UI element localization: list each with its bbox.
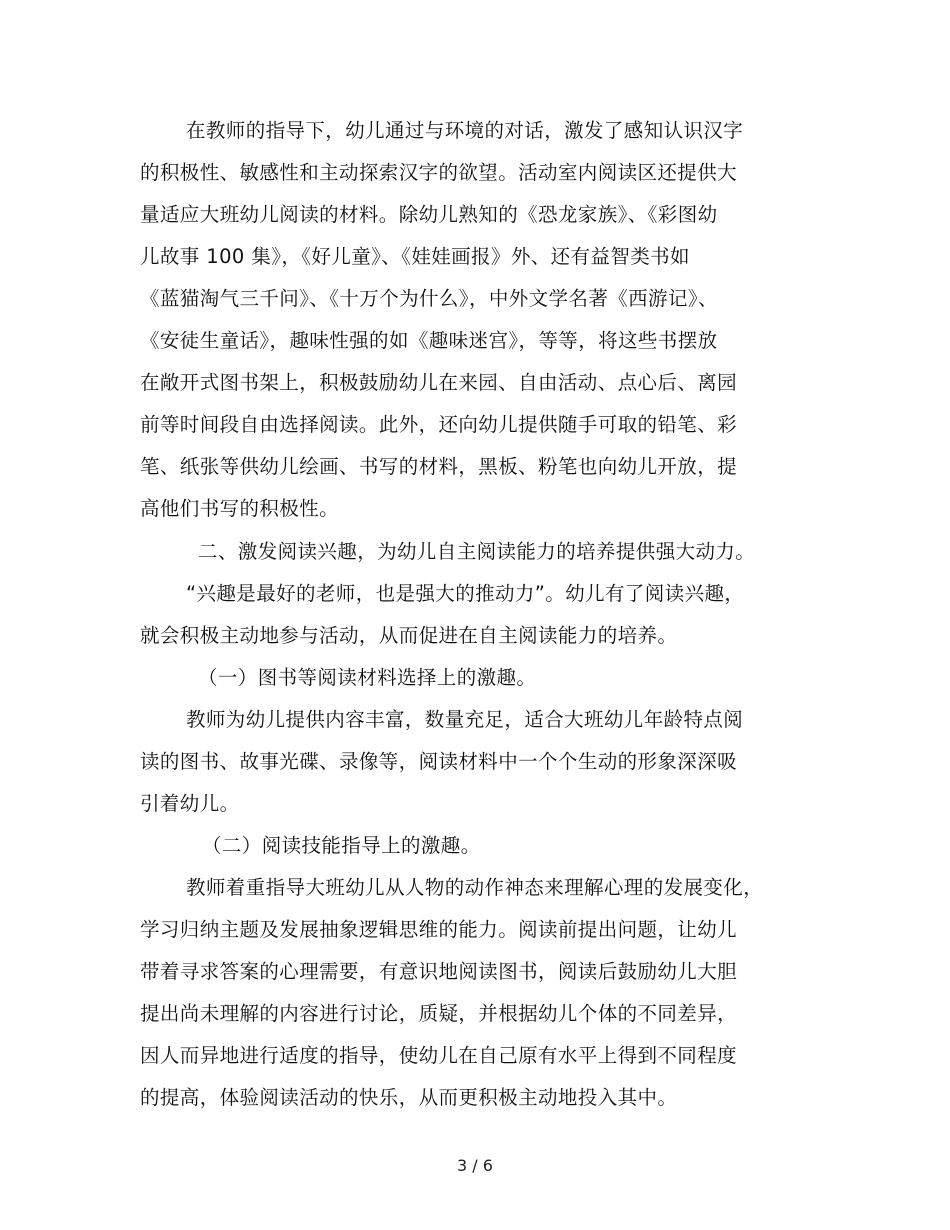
text-line: 就会积极主动地参与活动，从而促进在自主阅读能力的培养。 (140, 624, 678, 647)
subsection-heading: （二）阅读技能指导上的激趣。 (202, 834, 481, 857)
text-line: 儿故事 100 集》，《好儿童》、《娃娃画报》外、还有益智类书如 (140, 245, 690, 268)
text-line: 带着寻求答案的心理需要，有意识地阅读图书，阅读后鼓励幼儿大胆 (140, 960, 738, 983)
text-line: 教师着重指导大班幼儿从人物的动作神态来理解心理的发展变化， (186, 876, 764, 899)
text-line: 引着幼儿。 (140, 792, 240, 815)
text-line: 高他们书写的积极性。 (140, 497, 340, 520)
text-line: 提出尚未理解的内容进行讨论，质疑，并根据幼儿个体的不同差异， (140, 1002, 738, 1025)
text-line: 《蓝猫淘气三千问》、《十万个为什么》，中外文学名著《西游记》、 (140, 287, 718, 310)
subsection-heading: （一）图书等阅读材料选择上的激趣。 (198, 666, 537, 689)
text-line: 学习归纳主题及发展抽象逻辑思维的能力。阅读前提出问题，让幼儿 (140, 918, 738, 941)
text-line: 教师为幼儿提供内容丰富，数量充足，适合大班幼儿年龄特点阅 (186, 708, 744, 731)
page-number: 3 / 6 (457, 1156, 493, 1175)
section-heading: 二、激发阅读兴趣，为幼儿自主阅读能力的培养提供强大动力。 (198, 540, 756, 563)
text-line: 笔、纸张等供幼儿绘画、书写的材料，黑板、粉笔也向幼儿开放，提 (140, 455, 738, 478)
text-line: 的提高，体验阅读活动的快乐，从而更积极主动地投入其中。 (140, 1086, 678, 1109)
text-line: 《安徒生童话》，趣味性强的如《趣味迷宫》，等等，将这些书摆放 (140, 329, 718, 352)
text-line: 因人而异地进行适度的指导，使幼儿在自己原有水平上得到不同程度 (140, 1044, 738, 1067)
text-line: 前等时间段自由选择阅读。此外，还向幼儿提供随手可取的铅笔、彩 (140, 413, 738, 436)
text-line: 在教师的指导下，幼儿通过与环境的对话，激发了感知认识汉字 (186, 119, 744, 142)
text-line: 读的图书、故事光碟、录像等，阅读材料中一个个生动的形象深深吸 (140, 750, 738, 773)
text-line: 的积极性、敏感性和主动探索汉字的欲望。活动室内阅读区还提供大 (140, 161, 738, 184)
text-line: 量适应大班幼儿阅读的材料。除幼儿熟知的《恐龙家族》、《彩图幼 (140, 203, 718, 226)
text-line: 在敞开式图书架上，积极鼓励幼儿在来园、自由活动、点心后、离园 (140, 371, 738, 394)
text-line: “兴趣是最好的老师，也是强大的推动力”。幼儿有了阅读兴趣， (186, 582, 745, 605)
